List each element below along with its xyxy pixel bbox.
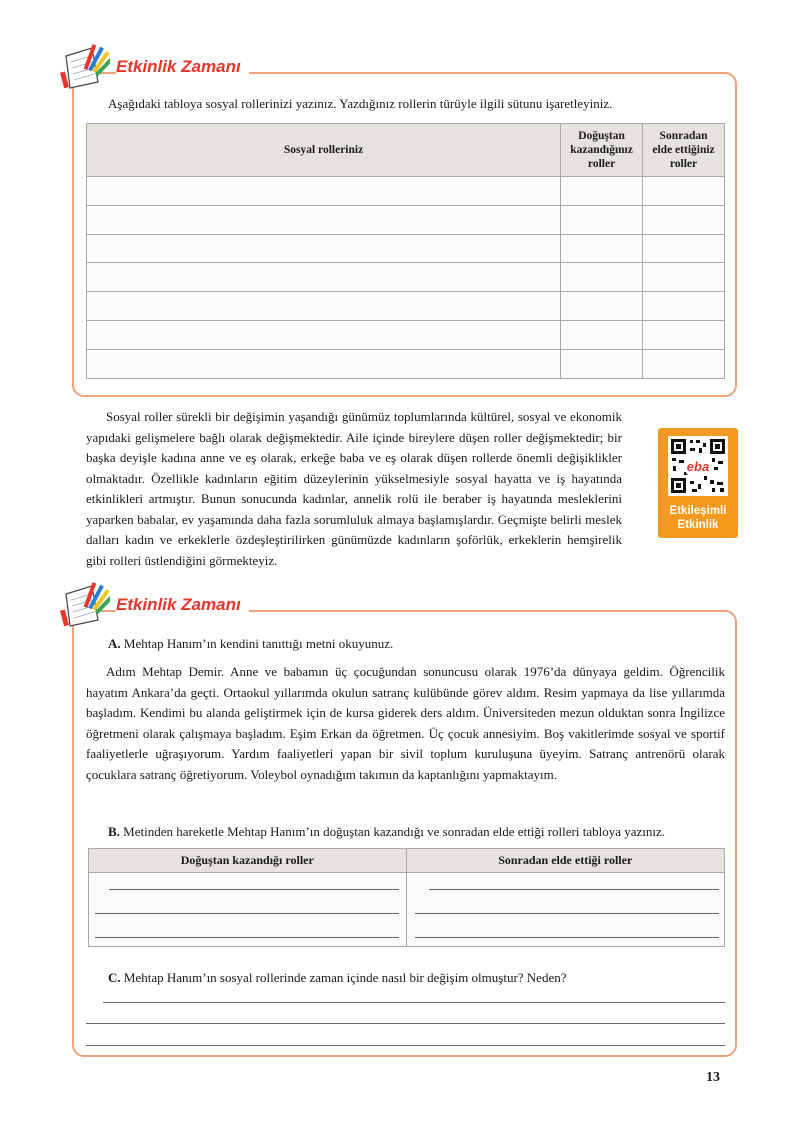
role-input-cell[interactable] [87, 205, 561, 234]
notebook-pencils-icon [58, 42, 110, 92]
innate-roles-answer-cell[interactable] [89, 873, 407, 947]
notebook-pencils-icon [58, 580, 110, 630]
answer-line[interactable] [415, 913, 719, 914]
checkbox-cell[interactable] [643, 292, 725, 321]
part-b-prompt: B. Metinden hareketle Mehtap Hanım’ın doğuştan kazandığı ve sonradan elde ettiği rolleri tabloya yazınız. [108, 824, 666, 839]
answer-line[interactable] [109, 889, 399, 890]
body-paragraph: Sosyal roller sürekli bir değişimin yaşandığı günümüz toplumlarında kültürel, sosyal ve ekonomik yapıdaki gelişmelere bağlı olarak değişmektedir. Aile içinde bireylere düşen roller değişmektedir; bir başka deyişle kadına anne ve eş olarak, erkeğe baba ve eş olarak düşen rollerde önemli değişiklikler olmaktadır. Özellikle kadınların eğitim düzeylerinin yükselmesiyle sosyal hayatta ve iş hayatında etkinlikleri artmıştır. Bunun sonucunda kadınlar, annelik rolü ile beraber iş hayatında mesleklerini yaparken babalar, ev yaşamında daha fazla sorumluluk almaya başlamışlardır. Geçmişte belirli meslek dalları kadın ve erkeklerle özdeşleştirilirken günümüzde kadınların şoförlük, erkeklerin hemşirelik gibi rolleri üstlendiğini görmekteyiz. [86, 409, 622, 568]
header-rule [275, 610, 727, 612]
checkbox-cell[interactable] [643, 234, 725, 263]
answer-line[interactable] [429, 889, 719, 890]
answer-line[interactable] [95, 913, 399, 914]
checkbox-cell[interactable] [561, 263, 643, 292]
mehtap-roles-table [88, 848, 725, 947]
eba-badge: eba [686, 459, 710, 474]
checkbox-cell[interactable] [561, 349, 643, 378]
table-row [87, 234, 725, 263]
checkbox-cell[interactable] [643, 205, 725, 234]
answer-line[interactable] [86, 1023, 725, 1024]
role-input-cell[interactable] [87, 177, 561, 206]
page-number: 13 [706, 1070, 720, 1085]
table-row [87, 292, 725, 321]
part-a-prompt: A. Mehtap Hanım’ın kendini tanıttığı metni okuyunuz. [108, 636, 394, 651]
checkbox-cell[interactable] [643, 263, 725, 292]
table-row [87, 177, 725, 206]
answer-line[interactable] [86, 1045, 725, 1046]
checkbox-cell[interactable] [561, 292, 643, 321]
role-input-cell[interactable] [87, 349, 561, 378]
col-header-innate-roles: Doğuştan kazandığı roller [89, 849, 407, 873]
activity-title: Etkinlik Zamanı [116, 595, 249, 615]
col-header-innate: Doğuştan kazandığınız roller [561, 124, 643, 177]
table-row [87, 205, 725, 234]
interactive-activity-label: Etkileşimli Etkinlik [669, 505, 727, 531]
col-header-social-roles: Sosyal rolleriniz [87, 124, 561, 177]
checkbox-cell[interactable] [561, 205, 643, 234]
role-input-cell[interactable] [87, 263, 561, 292]
col-header-acquired-roles: Sonradan elde ettiği roller [406, 849, 725, 873]
checkbox-cell[interactable] [561, 234, 643, 263]
table-row [87, 349, 725, 378]
header-rule [275, 72, 727, 74]
mehtap-story: Adım Mehtap Demir. Anne ve babamın üç çocuğundan sonuncusu olarak 1976’da dünyaya geldim. Öğrencilik hayatım Ankara’da geçti. Ortaokul yıllarımda okulun satranç kulübünde görev aldım. Resim yapmaya da lise yıllarımda başladım. Kendimi bu alanda geliştirmek için de kursa giderek ders aldım. Üniversiteden mezun olduktan sonra İngilizce öğretmeni olarak çalışmaya başladım. Eşim Erkan da öğretmen. Üç çocuk annesiyim. Boş vakitlerimde sosyal ve sportif faaliyetlerle uğraşıyorum. Yardım faaliyetleri yapan bir sivil toplum kuruluşuna üyeyim. Satranç antrenörü olarak çocuklara satranç öğretiyorum. Voleybol oynadığım takımın da kaptanlığını yapmaktayım. [86, 664, 725, 782]
answer-line[interactable] [95, 937, 399, 938]
role-input-cell[interactable] [87, 320, 561, 349]
qr-code-icon [668, 436, 728, 496]
activity-header-2 [58, 580, 249, 630]
checkbox-cell[interactable] [643, 349, 725, 378]
checkbox-cell[interactable] [561, 320, 643, 349]
table-row [87, 320, 725, 349]
checkbox-cell[interactable] [561, 177, 643, 206]
checkbox-cell[interactable] [643, 177, 725, 206]
interactive-activity-card[interactable] [658, 428, 738, 538]
instruction-text: Aşağıdaki tabloya sosyal rollerinizi yazınız. Yazdığınız rollerin türüyle ilgili sütunu işaretleyiniz. [108, 96, 613, 111]
answer-line[interactable] [103, 1002, 725, 1003]
col-header-acquired: Sonradan elde ettiğiniz roller [643, 124, 725, 177]
role-input-cell[interactable] [87, 234, 561, 263]
social-roles-table [86, 123, 725, 379]
table-row [87, 263, 725, 292]
role-input-cell[interactable] [87, 292, 561, 321]
acquired-roles-answer-cell[interactable] [406, 873, 725, 947]
activity-title: Etkinlik Zamanı [116, 57, 249, 77]
part-c-prompt: C. Mehtap Hanım’ın sosyal rollerinde zaman içinde nasıl bir değişim olmuştur? Neden? [108, 970, 567, 985]
answer-line[interactable] [415, 937, 719, 938]
activity-header-1 [58, 42, 249, 92]
checkbox-cell[interactable] [643, 320, 725, 349]
